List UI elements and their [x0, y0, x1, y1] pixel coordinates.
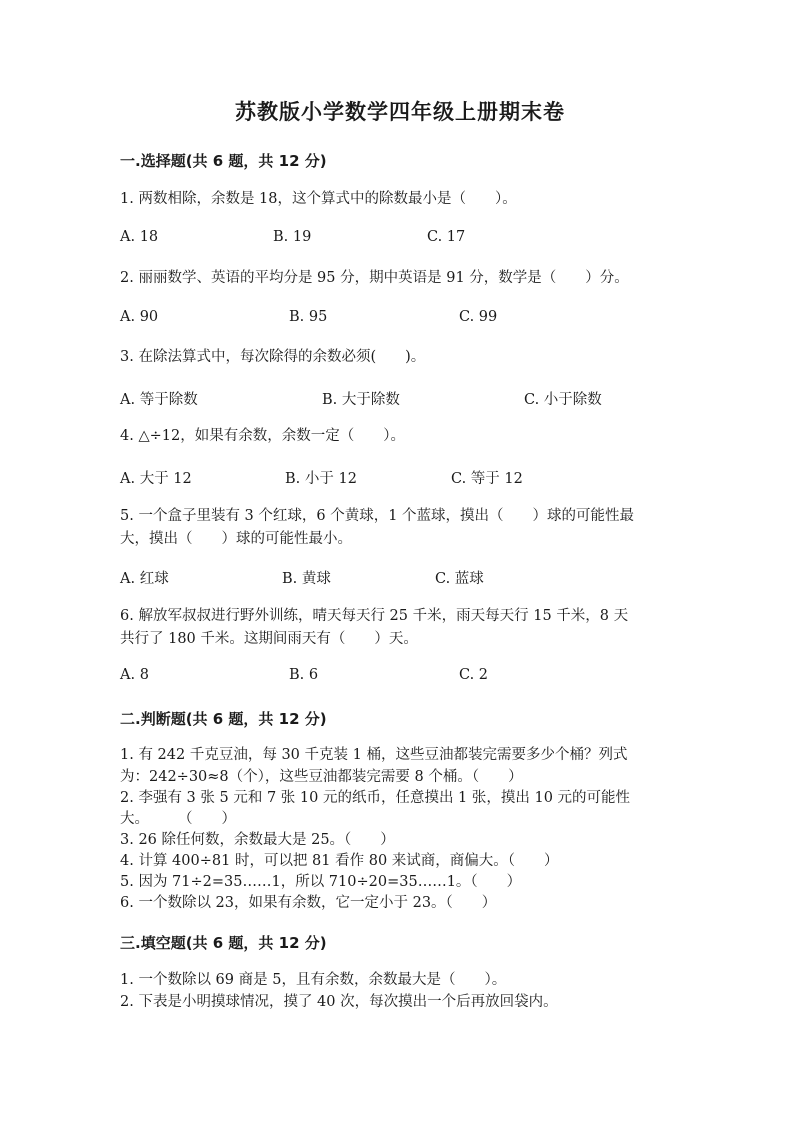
question-text: 4. △÷12，如果有余数，余数一定（ ）。	[120, 428, 405, 444]
option-b: B. 大于除数	[322, 392, 400, 408]
statement-line: 3. 26 除任何数，余数最大是 25。（ ）	[120, 832, 395, 848]
question-text-line: 6. 解放军叔叔进行野外训练，晴天每天行 25 千米，雨天每天行 15 千米，8 天	[120, 608, 629, 624]
fill-line: 2. 下表是小明摸球情况，摸了 40 次，每次摸出一个后再放回袋内。	[120, 994, 558, 1010]
option-a: A. 90	[120, 309, 159, 325]
option-b: B. 19	[273, 229, 312, 245]
statement-line: 2. 李强有 3 张 5 元和 7 张 10 元的纸币，任意摸出 1 张，摸出 10 元的可能性	[120, 790, 631, 806]
question-text: 1. 两数相除，余数是 18，这个算式中的除数最小是（ ）。	[120, 191, 517, 207]
option-c: C. 小于除数	[524, 392, 602, 408]
statement-line: 为：242÷30≈8（个），这些豆油都装完需要 8 个桶。（ ）	[120, 769, 523, 785]
option-b: B. 小于 12	[285, 471, 357, 487]
question-text: 2. 丽丽数学、英语的平均分是 95 分，期中英语是 91 分，数学是（ ）分。	[120, 270, 629, 286]
statement-line: 4. 计算 400÷81 时，可以把 81 看作 80 来试商，商偏大。（ ）	[120, 853, 559, 869]
option-c: C. 2	[459, 667, 489, 683]
option-c: C. 蓝球	[435, 571, 484, 587]
fill-line: 1. 一个数除以 69 商是 5，且有余数，余数最大是（ ）。	[120, 972, 507, 988]
question-text-line: 5. 一个盒子里装有 3 个红球，6 个黄球，1 个蓝球，摸出（ ）球的可能性最	[120, 508, 635, 524]
statement-line: 5. 因为 71÷2=35……1，所以 710÷20=35……1。（ ）	[120, 874, 522, 890]
section-heading-fill: 三.填空题(共 6 题，共 12 分)	[120, 934, 327, 952]
option-b: B. 黄球	[282, 571, 331, 587]
question-text-line: 大，摸出（ ）球的可能性最小。	[120, 531, 352, 547]
question-text-line: 共行了 180 千米。这期间雨天有（ ）天。	[120, 631, 418, 647]
option-a: A. 18	[120, 229, 159, 245]
option-c: C. 等于 12	[451, 471, 523, 487]
option-a: A. 8	[120, 667, 149, 683]
page-title: 苏教版小学数学四年级上册期末卷	[235, 99, 565, 124]
option-c: C. 99	[459, 309, 498, 325]
section-heading-judgement: 二.判断题(共 6 题，共 12 分)	[120, 710, 327, 728]
option-a: A. 大于 12	[120, 471, 192, 487]
statement-line: 6. 一个数除以 23，如果有余数，它一定小于 23。（ ）	[120, 895, 497, 911]
statement-line: 大。 （ ）	[120, 811, 236, 827]
option-b: B. 6	[289, 667, 319, 683]
statement-line: 1. 有 242 千克豆油，每 30 千克装 1 桶，这些豆油都装完需要多少个桶？列式	[120, 747, 628, 763]
option-a: A. 等于除数	[120, 392, 198, 408]
option-c: C. 17	[427, 229, 466, 245]
option-b: B. 95	[289, 309, 328, 325]
option-a: A. 红球	[120, 571, 169, 587]
section-heading-choice: 一.选择题(共 6 题，共 12 分)	[120, 152, 327, 170]
question-text: 3. 在除法算式中，每次除得的余数必须( )。	[120, 349, 426, 365]
